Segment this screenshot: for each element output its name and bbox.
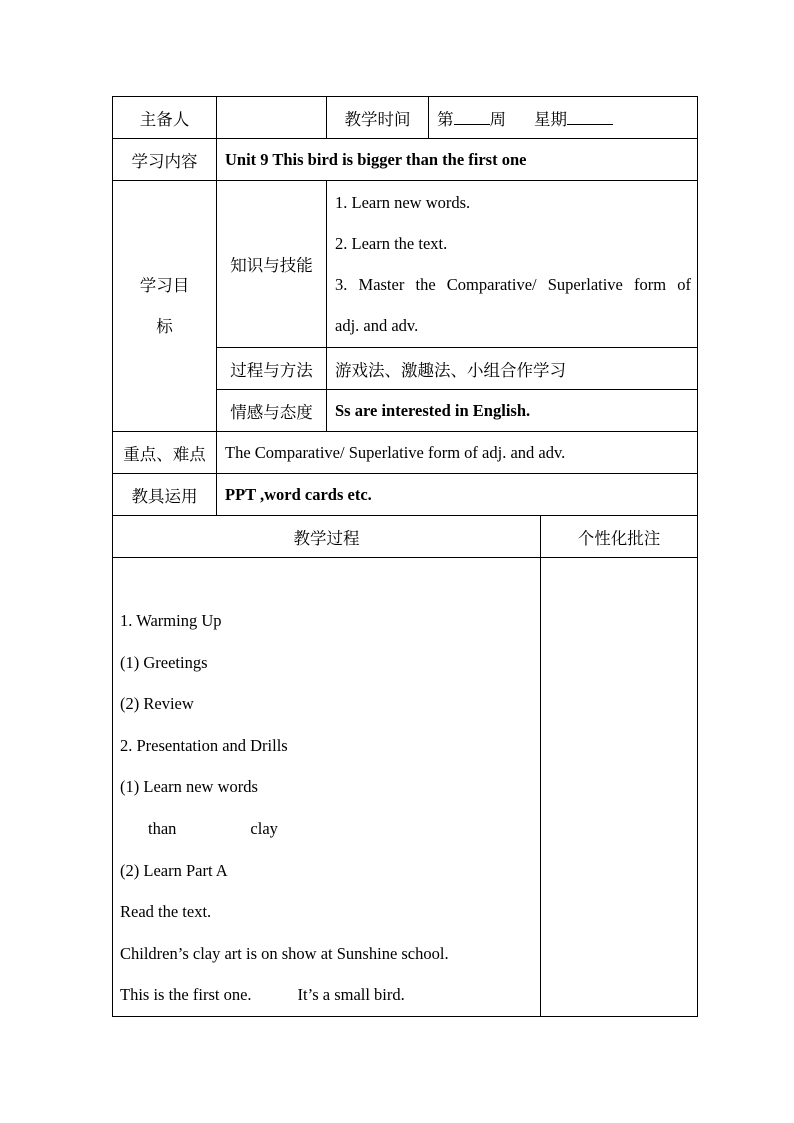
week-prefix: 第	[437, 109, 454, 129]
lesson-plan-table	[112, 96, 698, 1017]
process-line: (2) Review	[120, 694, 194, 714]
process-value: 游戏法、激趣法、小组合作学习	[327, 348, 698, 390]
aids-row	[113, 474, 698, 516]
emotion-label: 情感与态度	[217, 390, 327, 432]
process-line: Read the text.	[120, 902, 212, 922]
process-line: (2) Learn Part A	[120, 860, 228, 880]
knowledge-item: 3. Master the Comparative/ Superlative form of	[335, 275, 691, 294]
process-header-row	[113, 516, 698, 558]
process-header-right: 个性化批注	[541, 516, 698, 558]
emotion-value: Ss are interested in English.	[327, 390, 698, 432]
knowledge-item: 1. Learn new words.	[335, 193, 471, 212]
content-row	[113, 139, 698, 181]
knowledge-item: adj. and adv.	[335, 316, 419, 335]
process-label: 过程与方法	[217, 348, 327, 390]
preparer-label: 主备人	[113, 97, 217, 139]
new-word: clay	[250, 818, 278, 838]
annotation-column	[541, 558, 698, 1017]
knowledge-items	[327, 181, 698, 348]
time-value	[429, 97, 698, 139]
last-line	[120, 974, 534, 1016]
process-body	[113, 558, 541, 1017]
week-suffix: 周	[489, 109, 506, 129]
objectives-label-line2: 标	[156, 317, 173, 336]
key-points-label: 重点、难点	[113, 432, 217, 474]
objectives-knowledge-row	[113, 181, 698, 348]
last-line-part: This is the first one.	[120, 985, 252, 1005]
aids-value: PPT ,word cards etc.	[217, 474, 698, 516]
knowledge-item: 2. Learn the text.	[335, 234, 448, 253]
header-row	[113, 97, 698, 139]
process-line: (1) Greetings	[120, 652, 208, 672]
aids-label: 教具运用	[113, 474, 217, 516]
weekday-blank	[567, 106, 613, 125]
new-word: than	[148, 818, 177, 838]
weekday-label: 星期	[534, 109, 567, 129]
objectives-label	[113, 181, 217, 432]
content-label: 学习内容	[113, 139, 217, 181]
week-blank	[454, 106, 490, 125]
knowledge-label: 知识与技能	[217, 181, 327, 348]
new-words-line	[120, 808, 534, 850]
objectives-label-line1: 学习目	[139, 276, 190, 295]
process-line: 1. Warming Up	[120, 611, 222, 630]
last-line-part: It’s a small bird.	[297, 985, 405, 1005]
content-value: Unit 9 This bird is bigger than the first one	[217, 139, 698, 181]
process-line: Children’s clay art is on show at Sunshine school.	[120, 943, 449, 963]
process-header-left: 教学过程	[113, 516, 541, 558]
preparer-value	[217, 97, 327, 139]
process-line: (1) Learn new words	[120, 777, 258, 797]
process-body-row	[113, 558, 698, 1017]
key-points-row	[113, 432, 698, 474]
process-line: 2. Presentation and Drills	[120, 735, 288, 755]
key-points-value: The Comparative/ Superlative form of adj. and adv.	[217, 432, 698, 474]
time-label: 教学时间	[327, 97, 429, 139]
